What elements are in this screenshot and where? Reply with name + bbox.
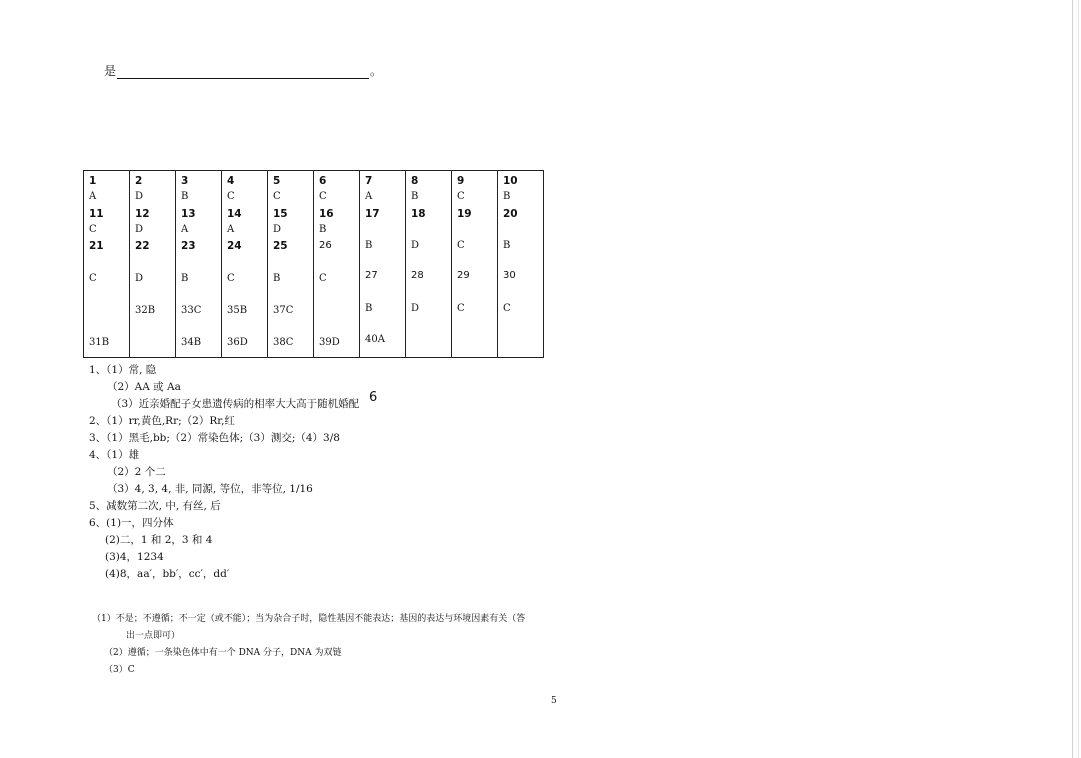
footnote-line: （2）遵循；一条染色体中有一个 DNA 分子，DNA 为双链 [104,648,342,658]
table-entry: 32B [135,305,156,316]
table-entry: 31B [89,337,110,348]
table-entry: A [227,224,235,235]
table-entry: C [503,303,511,314]
table-entry: 13 [181,208,196,220]
page-edge-line [1078,0,1079,758]
table-entry: C [319,273,327,284]
table-entry: 3 [181,175,189,187]
table-entry: 15 [273,208,288,220]
table-entry: A [89,191,97,202]
footnote-line: （3）C [104,665,135,675]
table-entry: D [135,191,144,202]
page-edge-line [1072,0,1073,758]
answer-line: 4、（1）雄 [89,449,140,461]
table-entry: 9 [457,175,465,187]
question-prefix: 是 [104,64,117,78]
table-entry: D [273,224,282,235]
table-entry: B [181,273,189,284]
table-entry: A [181,224,189,235]
answer-line: 3、（1）黑毛,bb;（2）常染色体;（3）测交;（4）3/8 [89,432,340,444]
table-entry: B [503,240,511,251]
table-entry: 29 [457,270,470,281]
footnote-line: （1）不是；不遵循；不一定（或不能）；当为杂合子时，隐性基因不能表达；基因的表达与环境因素有关（答 [92,614,526,624]
table-entry: 18 [411,208,426,220]
table-entry: 8 [411,175,419,187]
table-column-cell [452,171,498,358]
table-entry: B [181,191,189,202]
table-column-cell [222,171,268,358]
answer-line: （2）AA 或 Aa [107,381,181,393]
table-entry: 19 [457,208,472,220]
table-entry: C [457,191,465,202]
table-entry: B [503,191,511,202]
table-entry: C [457,240,465,251]
table-entry: B [365,240,373,251]
answer-line: (3)4，1234 [105,551,164,563]
table-entry: 1 [89,175,97,187]
table-entry: 26 [319,240,332,251]
table-entry: 33C [181,305,202,316]
table-column-cell [498,171,544,358]
table-entry: C [273,191,281,202]
table-entry: B [365,303,373,314]
page-number: 5 [551,696,557,706]
table-entry: C [457,303,465,314]
table-entry: B [411,191,419,202]
table-entry: 27 [365,270,378,281]
table-entry: C [227,273,235,284]
answer-line: 5、减数第二次, 中, 有丝, 后 [89,500,221,512]
answer-line: （3）近亲婚配子女患遗传病的相率大大高于随机婚配 [111,398,360,410]
table-entry: 7 [365,175,373,187]
question-suffix: 。 [370,64,383,78]
table-entry: 38C [273,337,294,348]
table-entry: 40A [365,334,385,345]
table-entry: 28 [411,270,424,281]
answer-blank [117,66,369,79]
table-entry: 16 [319,208,334,220]
answer-line: 6、(1)一，四分体 [89,517,174,529]
table-column-cell [360,171,406,358]
table-entry: B [319,224,327,235]
table-entry: C [89,273,97,284]
table-entry: 14 [227,208,242,220]
table-entry: D [411,303,420,314]
table-column-cell [176,171,222,358]
table-entry: 35B [227,305,248,316]
answer-line: (2)二，1 和 2，3 和 4 [105,534,213,546]
table-entry: 21 [89,240,104,252]
table-entry: A [365,191,373,202]
table-entry: 22 [135,240,150,252]
table-entry: 12 [135,208,150,220]
table-entry: 25 [273,240,288,252]
table-entry: 39D [319,337,340,348]
table-entry: 5 [273,175,281,187]
table-column-cell [130,171,176,358]
footnote-line: 出一点即可） [126,631,181,641]
answer-line: 1、（1）常, 隐 [89,364,157,376]
fill-in-question [104,62,382,79]
answer-line: (4)8，aa′，bb′，cc′，dd′ [105,568,230,580]
table-column-cell [406,171,452,358]
table-entry: 30 [503,270,516,281]
table-entry: 24 [227,240,242,252]
table-entry: C [227,191,235,202]
table-entry: 37C [273,305,294,316]
table-column-cell [84,171,130,358]
handwritten-mark: 6 [369,390,378,405]
answer-line: 2、（1）rr,黄色,Rr;（2）Rr,红 [89,415,235,427]
table-entry: 10 [503,175,518,187]
table-entry: 17 [365,208,380,220]
table-column-cell [268,171,314,358]
table-entry: C [89,224,97,235]
answer-table [83,170,544,358]
answer-table-row [84,171,544,358]
table-entry: 34B [181,337,202,348]
table-entry: B [273,273,281,284]
table-entry: 2 [135,175,143,187]
table-entry: 11 [89,208,104,220]
table-entry: D [135,224,144,235]
table-entry: D [135,273,144,284]
answer-line: （3）4, 3, 4, 非, 同源, 等位，非等位, 1/16 [107,483,313,495]
table-column-cell [314,171,360,358]
table-entry: 4 [227,175,235,187]
table-entry: 36D [227,337,248,348]
table-entry: D [411,240,420,251]
table-entry: 6 [319,175,327,187]
table-entry: C [319,191,327,202]
answer-line: （2）2 个二 [107,466,166,478]
table-entry: 20 [503,208,518,220]
table-entry: 23 [181,240,196,252]
